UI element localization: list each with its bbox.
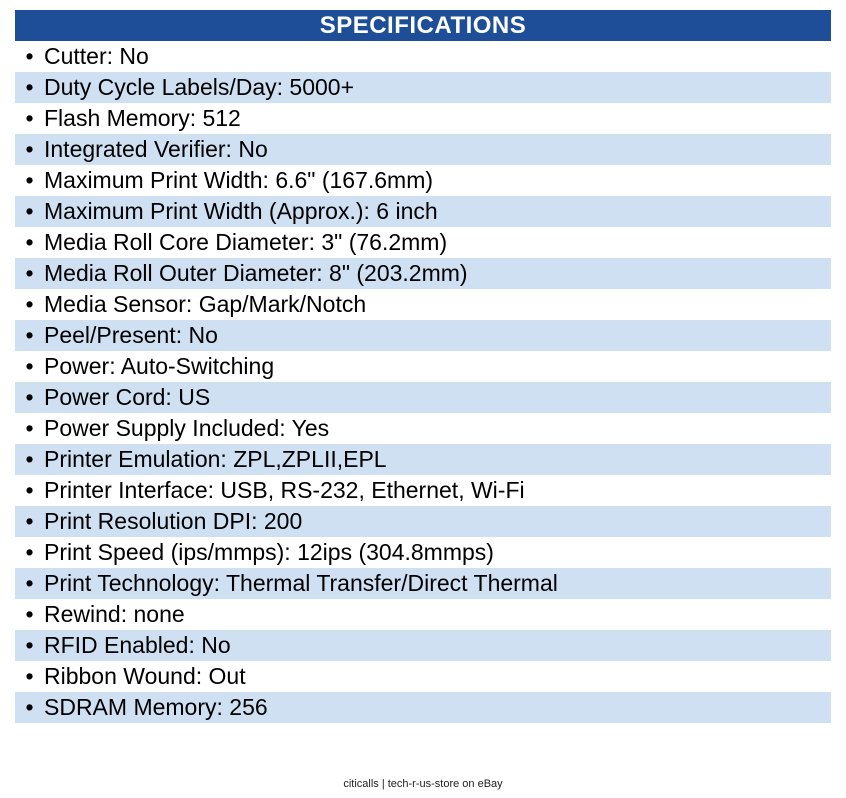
bullet-icon: • [25, 446, 34, 472]
footer-credit: citicalls | tech-r-us-store on eBay [343, 778, 503, 790]
bullet-icon: • [25, 477, 34, 503]
bullet-icon: • [25, 260, 34, 286]
spec-row [15, 537, 831, 568]
bullet-icon: • [25, 167, 34, 193]
specifications-header: SPECIFICATIONS [15, 10, 831, 41]
spec-text: Duty Cycle Labels/Day: 5000+ [44, 74, 355, 100]
spec-row [15, 506, 831, 537]
bullet-icon: • [25, 105, 34, 131]
bullet-icon: • [25, 74, 34, 100]
bullet-icon: • [25, 136, 34, 162]
bullet-icon: • [25, 384, 34, 410]
spec-text: RFID Enabled: No [44, 632, 231, 658]
spec-text: Media Roll Core Diameter: 3" (76.2mm) [44, 229, 448, 255]
spec-row [15, 320, 831, 351]
spec-text: SDRAM Memory: 256 [44, 694, 268, 720]
spec-row [15, 599, 831, 630]
spec-text: Media Roll Outer Diameter: 8" (203.2mm) [44, 260, 468, 286]
spec-row [15, 258, 831, 289]
spec-text: Maximum Print Width (Approx.): 6 inch [44, 198, 438, 224]
spec-row [15, 475, 831, 506]
spec-row [15, 630, 831, 661]
spec-text: Integrated Verifier: No [44, 136, 268, 162]
spec-text: Power Cord: US [44, 384, 211, 410]
specifications-list [15, 41, 831, 723]
spec-text: Rewind: none [44, 601, 185, 627]
spec-row [15, 692, 831, 723]
bullet-icon: • [25, 198, 34, 224]
spec-row [15, 227, 831, 258]
spec-row [15, 568, 831, 599]
spec-text: Maximum Print Width: 6.6" (167.6mm) [44, 167, 434, 193]
spec-text: Media Sensor: Gap/Mark/Notch [44, 291, 367, 317]
spec-row [15, 661, 831, 692]
spec-row [15, 134, 831, 165]
bullet-icon: • [25, 415, 34, 441]
bullet-icon: • [25, 508, 34, 534]
spec-row [15, 103, 831, 134]
spec-text: Printer Emulation: ZPL,ZPLII,EPL [44, 446, 387, 472]
specifications-table [15, 10, 831, 723]
bullet-icon: • [25, 322, 34, 348]
spec-text: Print Speed (ips/mmps): 12ips (304.8mmps) [44, 539, 494, 565]
spec-text: Print Technology: Thermal Transfer/Direct Thermal [44, 570, 558, 596]
bullet-icon: • [25, 353, 34, 379]
spec-row [15, 413, 831, 444]
spec-text: Ribbon Wound: Out [44, 663, 246, 689]
spec-text: Print Resolution DPI: 200 [44, 508, 303, 534]
bullet-icon: • [25, 632, 34, 658]
spec-row [15, 41, 831, 72]
bullet-icon: • [25, 570, 34, 596]
spec-row [15, 72, 831, 103]
bullet-icon: • [25, 694, 34, 720]
spec-row [15, 351, 831, 382]
spec-text: Printer Interface: USB, RS-232, Ethernet, Wi-Fi [44, 477, 525, 503]
spec-text: Peel/Present: No [44, 322, 218, 348]
bullet-icon: • [25, 601, 34, 627]
spec-text: Flash Memory: 512 [44, 105, 241, 131]
bullet-icon: • [25, 229, 34, 255]
bullet-icon: • [25, 663, 34, 689]
spec-row [15, 196, 831, 227]
spec-row [15, 382, 831, 413]
bullet-icon: • [25, 539, 34, 565]
spec-text: Cutter: No [44, 43, 149, 69]
spec-text: Power: Auto-Switching [44, 353, 275, 379]
spec-text: Power Supply Included: Yes [44, 415, 330, 441]
bullet-icon: • [25, 291, 34, 317]
spec-row [15, 289, 831, 320]
spec-row [15, 444, 831, 475]
spec-row [15, 165, 831, 196]
bullet-icon: • [25, 43, 34, 69]
